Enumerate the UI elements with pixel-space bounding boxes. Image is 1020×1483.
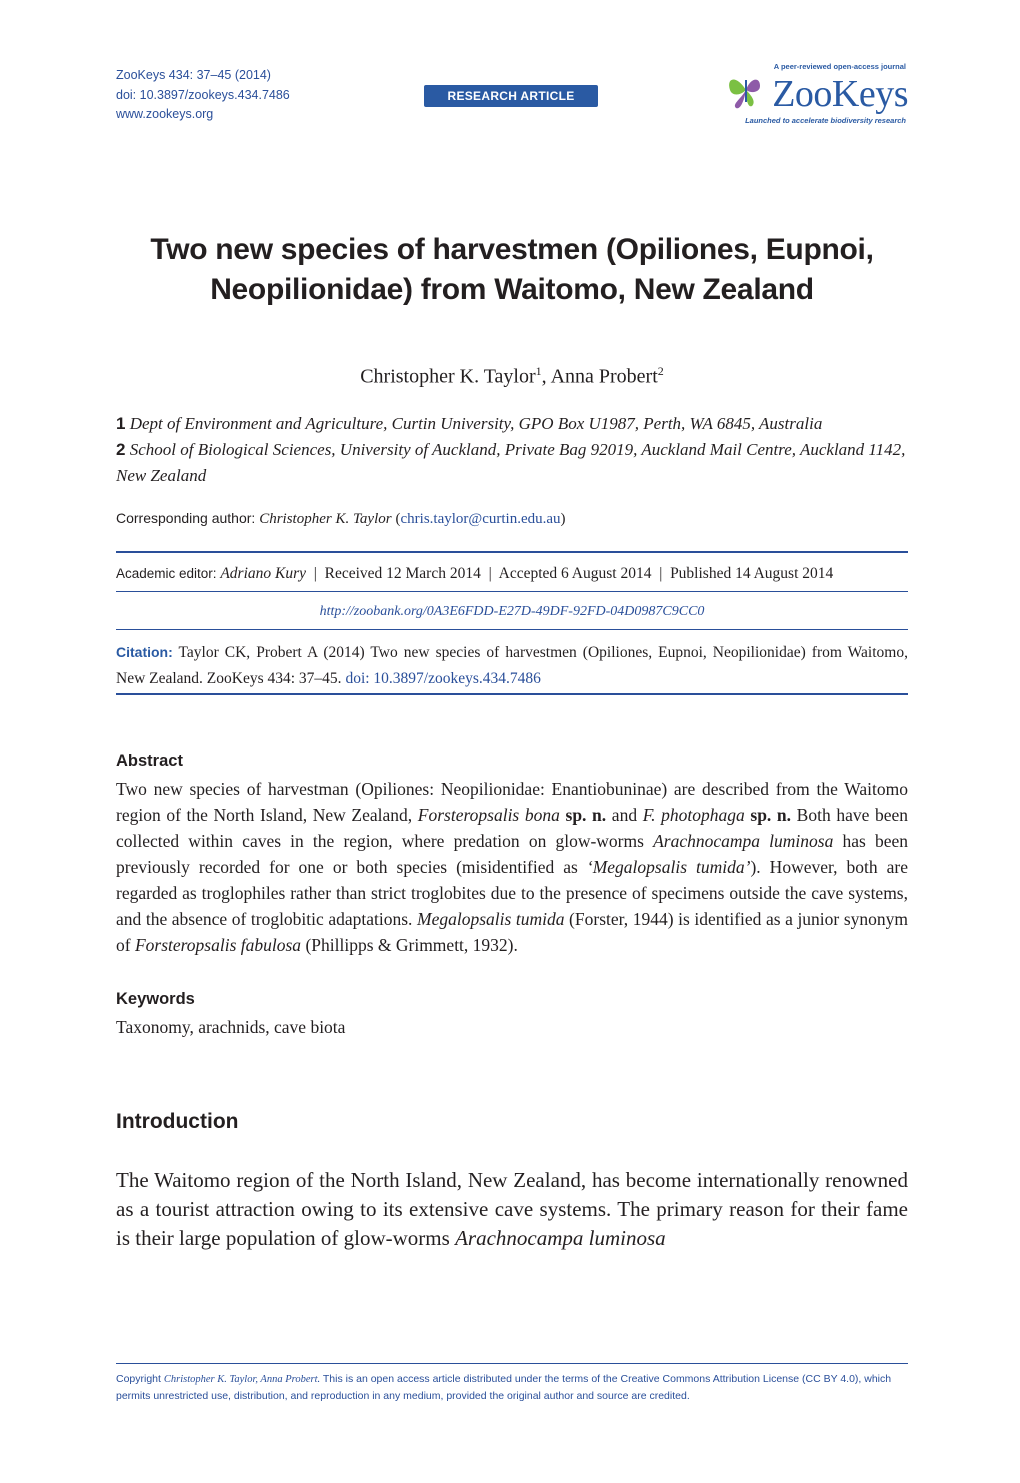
website-link[interactable]: www.zookeys.org — [116, 107, 214, 121]
editor-label: Academic editor — [116, 566, 213, 581]
affiliations — [116, 411, 908, 489]
keywords-heading: Keywords — [116, 990, 195, 1008]
copyright-prefix: Copyright — [116, 1373, 164, 1385]
logo-tagline: A peer-reviewed open-access journal — [773, 62, 906, 71]
title-line-2: Neopilionidae) from Waitomo, New Zealand — [210, 273, 814, 306]
butterfly-icon — [726, 68, 766, 112]
copyright-notice — [116, 1371, 908, 1404]
affiliation-2-text: School of Biological Sciences, University of Auckland, Private Bag 92019, Auckland Mail Centre, Auckland 1142, New Zealand — [116, 440, 906, 485]
copyright-holders: Christopher K. Taylor, Anna Probert. — [163, 1374, 321, 1385]
introduction-heading: Introduction — [116, 1110, 239, 1133]
zookeys-logo — [726, 62, 908, 126]
author-1: Christopher K. Taylor — [360, 365, 536, 388]
abstract-segment: (Forster, 1944) is identified as a junior synonym of — [116, 909, 908, 955]
divider-top — [116, 551, 908, 553]
editor-name: Adriano Kury — [220, 565, 306, 582]
affiliation-2-number: 2 — [116, 440, 126, 459]
zoobank-link[interactable]: http://zoobank.org/0A3E6FDD-E27D-49DF-92FD-04D0987C9CC0 — [319, 604, 705, 619]
species-name: Arachnocampa luminosa — [455, 1226, 666, 1250]
abstract-segment: has been previously recorded for one or both species (misidentified as — [116, 831, 908, 877]
introduction-segment: The Waitomo region of the North Island, New Zealand, has become internationally renowned as a tourist attraction owing to its extensive cave systems. The primary reason for their fame is their large population of glow-worms — [116, 1168, 908, 1250]
abstract-segment: and — [606, 805, 643, 825]
author-list — [116, 358, 908, 390]
affiliation-1 — [116, 411, 908, 437]
logo-name: ZooKeys — [772, 73, 908, 115]
divider-zoobank — [116, 629, 908, 630]
received-date: Received 12 March 2014 — [324, 565, 481, 582]
editorial-separator: | — [488, 565, 492, 582]
editorial-separator: | — [659, 565, 663, 582]
abstract-segment: ). However, both are regarded as troglophiles rather than strict troglobites due to the presence of specimens outside the cave systems, and the absence of troglobitic adaptations. — [116, 857, 909, 929]
corresponding-author: Corresponding author: Christopher K. Taylor (chris.taylor@curtin.edu.au) — [116, 510, 566, 527]
corresponding-label: Corresponding author — [116, 510, 252, 526]
abstract-heading: Abstract — [116, 752, 183, 770]
new-species-marker: sp. n. — [565, 805, 607, 825]
divider-citation — [116, 693, 908, 695]
species-name: Forsteropsalis bona — [417, 805, 560, 825]
accepted-date: Accepted 6 August 2014 — [498, 565, 652, 582]
citation-text: Taylor CK, Probert A (2014) Two new species of harvestmen (Opiliones, Eupnoi, Neopilionidae) from Waitomo, New Zealand. ZooKeys 434: 37–45. — [116, 644, 908, 687]
logo-slogan: Launched to accelerate biodiversity research — [745, 116, 906, 125]
abstract-text — [116, 776, 908, 958]
corresponding-name: Christopher K. Taylor — [259, 511, 392, 527]
new-species-marker: sp. n. — [750, 805, 792, 825]
abstract-segment: Two new species of harvestman (Opiliones: Neopilionidae: Enantiobuninae) are described from the Waitomo region of the North Island, New Zealand, — [116, 779, 908, 825]
species-name: Megalopsalis tumida — [417, 909, 565, 929]
affiliation-1-number: 1 — [116, 414, 126, 433]
citation-doi-link[interactable]: doi: 10.3897/zookeys.434.7486 — [345, 670, 541, 687]
species-name: F. photophaga — [642, 805, 745, 825]
author-2-affil: 2 — [657, 364, 664, 378]
citation-label: Citation: — [116, 644, 173, 660]
species-name: Forsteropsalis fabulosa — [134, 935, 302, 955]
divider-editorial — [116, 591, 908, 592]
author-1-affil: 1 — [535, 364, 542, 378]
editorial-info: Academic editor: Adriano Kury | Received 12 March 2014 | Accepted 6 August 2014 | Published 14 August 2014 — [116, 565, 834, 582]
species-name: Arachnocampa luminosa — [653, 831, 834, 851]
journal-citation-line: ZooKeys 434: 37–45 (2014) — [116, 68, 271, 82]
article-title — [116, 230, 908, 310]
doi-line: doi: 10.3897/zookeys.434.7486 — [116, 87, 290, 102]
research-article-badge: RESEARCH ARTICLE — [424, 85, 598, 107]
affiliation-1-text: Dept of Environment and Agriculture, Curtin University, GPO Box U1987, Perth, WA 6845, Australia — [129, 414, 823, 433]
zoobank-link-row — [116, 601, 908, 623]
journal-meta — [116, 66, 290, 125]
species-name: ‘Megalopsalis tumida’ — [586, 857, 751, 877]
title-line-1: Two new species of harvestmen (Opiliones, Eupnoi, — [150, 233, 874, 266]
abstract-segment: (Phillipps & Grimmett, 1932). — [301, 935, 518, 955]
author-2: Anna Probert — [550, 365, 658, 388]
corresponding-email-link[interactable]: chris.taylor@curtin.edu.au — [400, 511, 561, 527]
abstract-segment: Both have been collected within caves in the region, where predation on glow-worms — [116, 805, 909, 851]
published-date: Published 14 August 2014 — [670, 565, 834, 582]
author-separator: , — [541, 365, 551, 388]
introduction-text — [116, 1166, 908, 1253]
footer-divider — [116, 1363, 908, 1364]
editorial-separator: | — [313, 565, 317, 582]
citation-block — [116, 639, 908, 692]
affiliation-2 — [116, 437, 908, 489]
keywords-text: Taxonomy, arachnids, cave biota — [116, 1017, 346, 1037]
copyright-text: This is an open access article distributed under the terms of the Creative Commons Attribution License (CC BY 4.0), which permits unrestricted use, distribution, and reproduction in any medium, provided the original author and source are credited. — [116, 1373, 892, 1402]
